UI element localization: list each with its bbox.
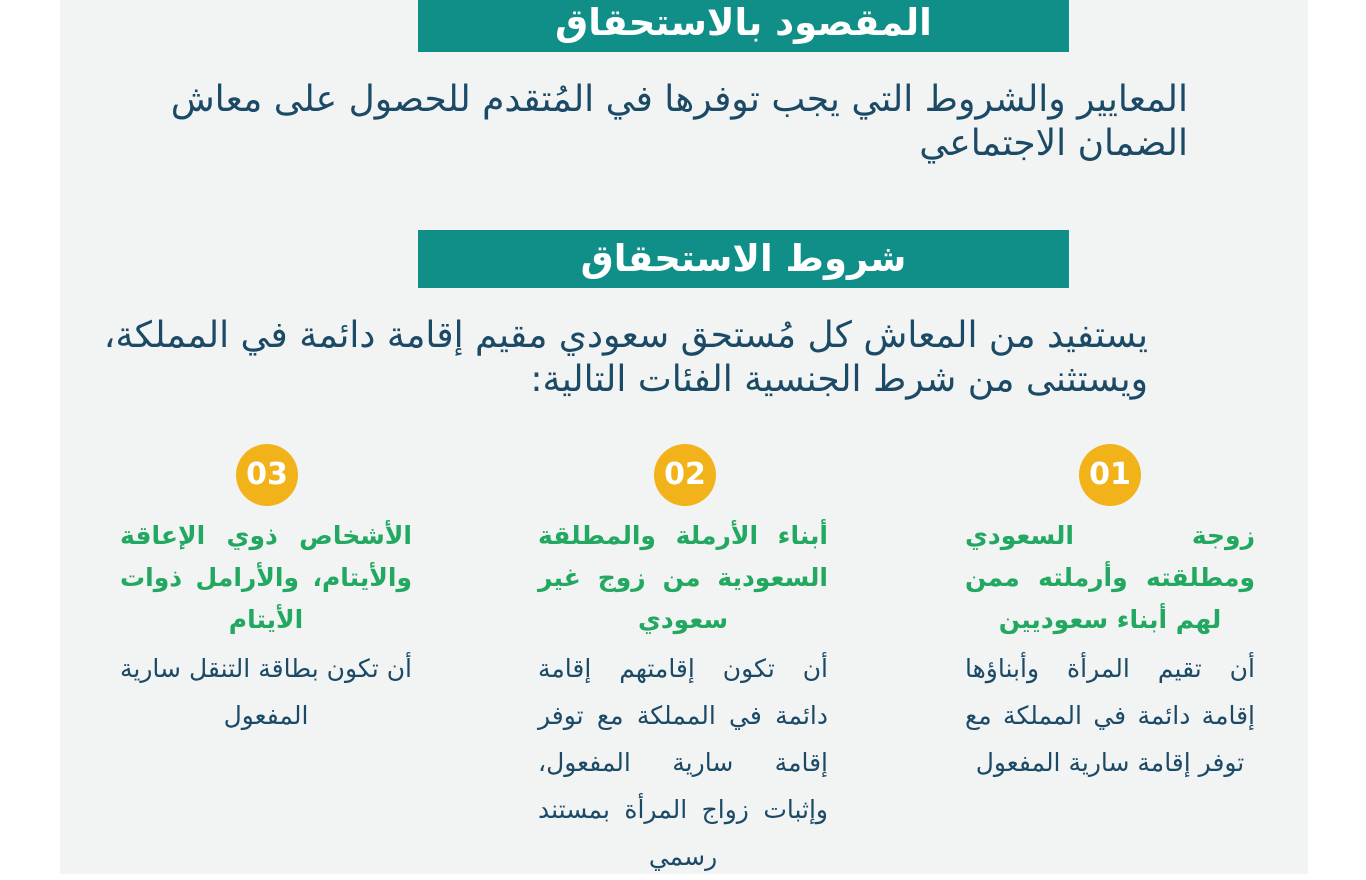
conditions-banner: شروط الاستحقاق [418,230,1069,288]
category-condition: أن تقيم المرأة وأبناؤها إقامة دائمة في المملكة مع توفر إقامة سارية المفعول [965,654,1255,777]
category-condition: أن تكون بطاقة التنقل سارية المفعول [120,654,412,730]
category-column [538,515,828,880]
category-title: زوجة السعودي ومطلقته وأرملته ممن لهم أبناء سعوديين [965,521,1255,634]
category-number-badge: 03 [236,444,298,506]
category-number-badge: 01 [1079,444,1141,506]
category-column [965,515,1255,786]
meaning-banner: المقصود بالاستحقاق [418,0,1069,52]
category-column [120,515,412,739]
category-number-badge: 02 [654,444,716,506]
conditions-description: يستفيد من المعاش كل مُستحق سعودي مقيم إقامة دائمة في المملكة، ويستثنى من شرط الجنسية الفئات التالية: [103,315,1148,400]
category-title: أبناء الأرملة والمطلقة السعودية من زوج غير سعودي [538,521,828,634]
meaning-description: المعايير والشروط التي يجب توفرها في المُتقدم للحصول على معاش الضمان الاجتماعي [170,79,1188,164]
category-condition: أن تكون إقامتهم إقامة دائمة في المملكة مع توفر إقامة سارية المفعول، وإثبات زواج المرأة بمستند رسمي [538,654,828,871]
category-title: الأشخاص ذوي الإعاقة والأيتام، والأرامل ذوات الأيتام [120,521,412,634]
